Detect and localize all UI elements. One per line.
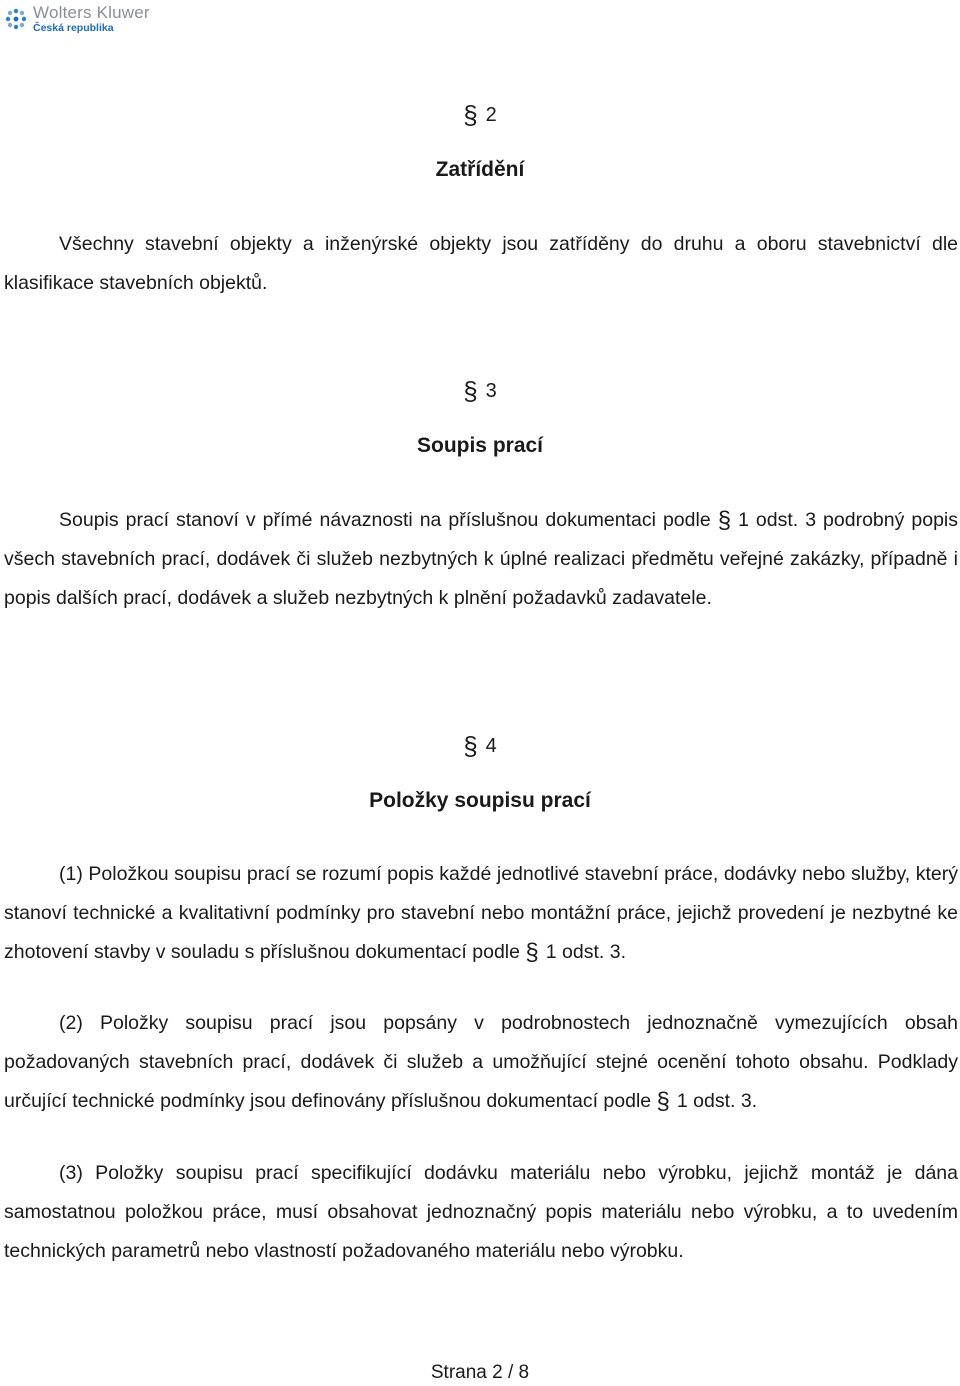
paragraph: (3) Položky soupisu prací specifikující dodávku materiálu nebo výrobku, jejichž montáž je dána samostatnou položkou práce, musí obsahovat jednoznačný popis materiálu nebo výrobku, a to uvedením technických parametrů nebo vlastností požadovaného materiálu nebo výrobku. (4, 1162, 958, 1262)
logo-subtitle: Česká republika (33, 22, 114, 35)
paragraph: (1) Položkou soupisu prací se rozumí popis každé jednotlivé stavební práce, dodávky nebo služby, který stanoví technické a kvalitativní podmínky pro stavební nebo montážní práce, jejichž provedení je nezbytné ke zhotovení stavby v souladu s příslušnou dokumentací podle § 1 odst. 3. (4, 863, 958, 966)
section-number-2: § 2 (463, 100, 497, 130)
page-number: Strana 2 / 8 (430, 1362, 530, 1383)
paragraph: Soupis prací stanoví v přímé návaznosti na příslušnou dokumentaci podle § 1 odst. 3 podrobný popis všech stavebních prací, dodávek či služeb nezbytných k úplné realizaci předmětu veřejné zakázky, případně i popis dalších prací, dodávek a služeb nezbytných k plnění požadavků zadavatele. (4, 507, 958, 609)
section-symbol: § (463, 376, 478, 406)
section-symbol: § (463, 100, 478, 130)
section-title: Soupis prací (416, 434, 544, 457)
logo-name: Wolters Kluwer (33, 3, 150, 23)
section-title: Zatřídění (435, 158, 525, 181)
paragraph: (2) Položky soupisu prací jsou popsány v podrobnostech jednoznačně vymezujících obsah požadovaných stavebních prací, dodávek či služeb a umožňující stejné ocenění tohoto obsahu. Podklady určující technické podmínky jsou definovány příslušnou dokumentací podle § 1 odst. 3. (4, 1012, 958, 1115)
paragraph: Všechny stavební objekty a inženýrské objekty jsou zatříděny do druhu a oboru stavebnictví dle klasifikace stavebních objektů. (4, 233, 958, 294)
section-number-3: § 3 (463, 376, 497, 406)
section-title: Položky soupisu prací (369, 789, 591, 812)
wolters-kluwer-logo (4, 3, 150, 35)
logo-mark-icon (4, 7, 28, 31)
section-symbol: § (463, 731, 478, 761)
section-number-4: § 4 (463, 731, 497, 761)
